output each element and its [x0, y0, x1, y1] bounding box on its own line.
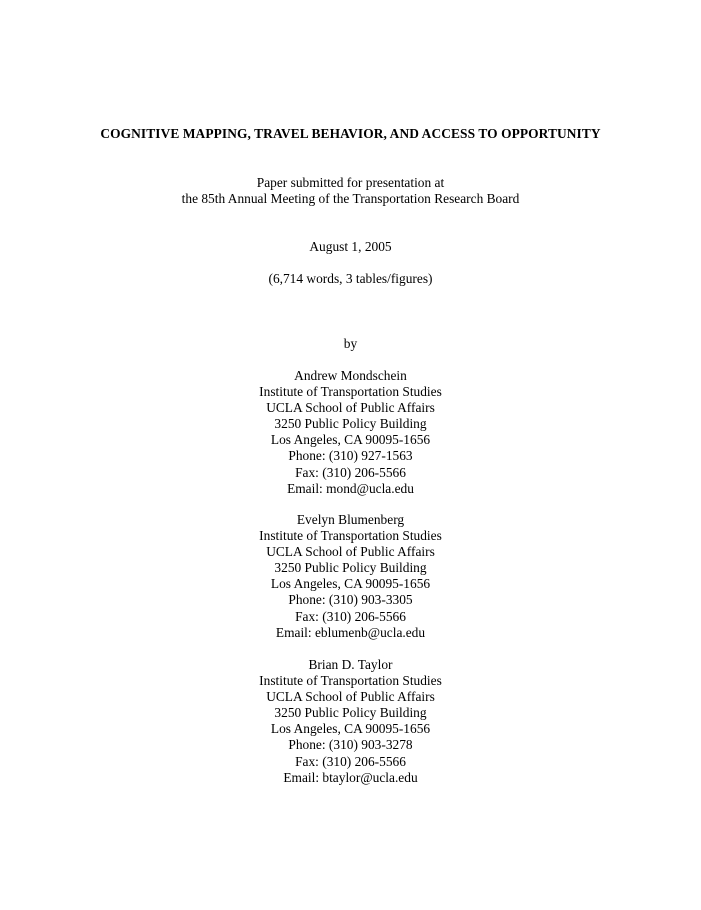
- author-email: Email: mond@ucla.edu: [287, 480, 414, 496]
- author-institute: Institute of Transportation Studies: [259, 384, 442, 400]
- author-school: UCLA School of Public Affairs: [266, 689, 435, 705]
- paper-title: COGNITIVE MAPPING, TRAVEL BEHAVIOR, AND ACCESS TO OPPORTUNITY: [100, 126, 601, 141]
- author-city: Los Angeles, CA 90095-1656: [270, 432, 431, 448]
- author-block-2: [0, 512, 701, 641]
- author-institute: Institute of Transportation Studies: [259, 673, 442, 689]
- author-building: 3250 Public Policy Building: [274, 705, 427, 721]
- author-email: Email: btaylor@ucla.edu: [283, 769, 418, 785]
- author-building: 3250 Public Policy Building: [274, 416, 427, 432]
- author-phone: Phone: (310) 903-3278: [288, 737, 413, 753]
- author-school: UCLA School of Public Affairs: [266, 544, 435, 560]
- author-institute: Institute of Transportation Studies: [259, 528, 442, 544]
- author-block-1: [0, 368, 701, 497]
- author-phone: Phone: (310) 903-3305: [288, 592, 413, 608]
- word-count: (6,714 words, 3 tables/figures): [268, 271, 433, 286]
- author-school: UCLA School of Public Affairs: [266, 400, 435, 416]
- author-phone: Phone: (310) 927-1563: [288, 448, 413, 464]
- author-block-3: [0, 657, 701, 786]
- author-name: Brian D. Taylor: [308, 657, 393, 672]
- author-fax: Fax: (310) 206-5566: [295, 753, 406, 769]
- author-name: Andrew Mondschein: [294, 368, 407, 383]
- submission-line-2: the 85th Annual Meeting of the Transportation Research Board: [181, 191, 520, 206]
- author-city: Los Angeles, CA 90095-1656: [270, 576, 431, 592]
- author-building: 3250 Public Policy Building: [274, 560, 427, 576]
- author-name: Evelyn Blumenberg: [296, 512, 405, 527]
- submission-line-1: Paper submitted for presentation at: [256, 175, 445, 190]
- author-fax: Fax: (310) 206-5566: [295, 608, 406, 624]
- author-email: Email: eblumenb@ucla.edu: [275, 624, 426, 640]
- submission-date: August 1, 2005: [309, 239, 392, 254]
- by-label: by: [343, 336, 358, 351]
- author-fax: Fax: (310) 206-5566: [295, 464, 406, 480]
- author-city: Los Angeles, CA 90095-1656: [270, 721, 431, 737]
